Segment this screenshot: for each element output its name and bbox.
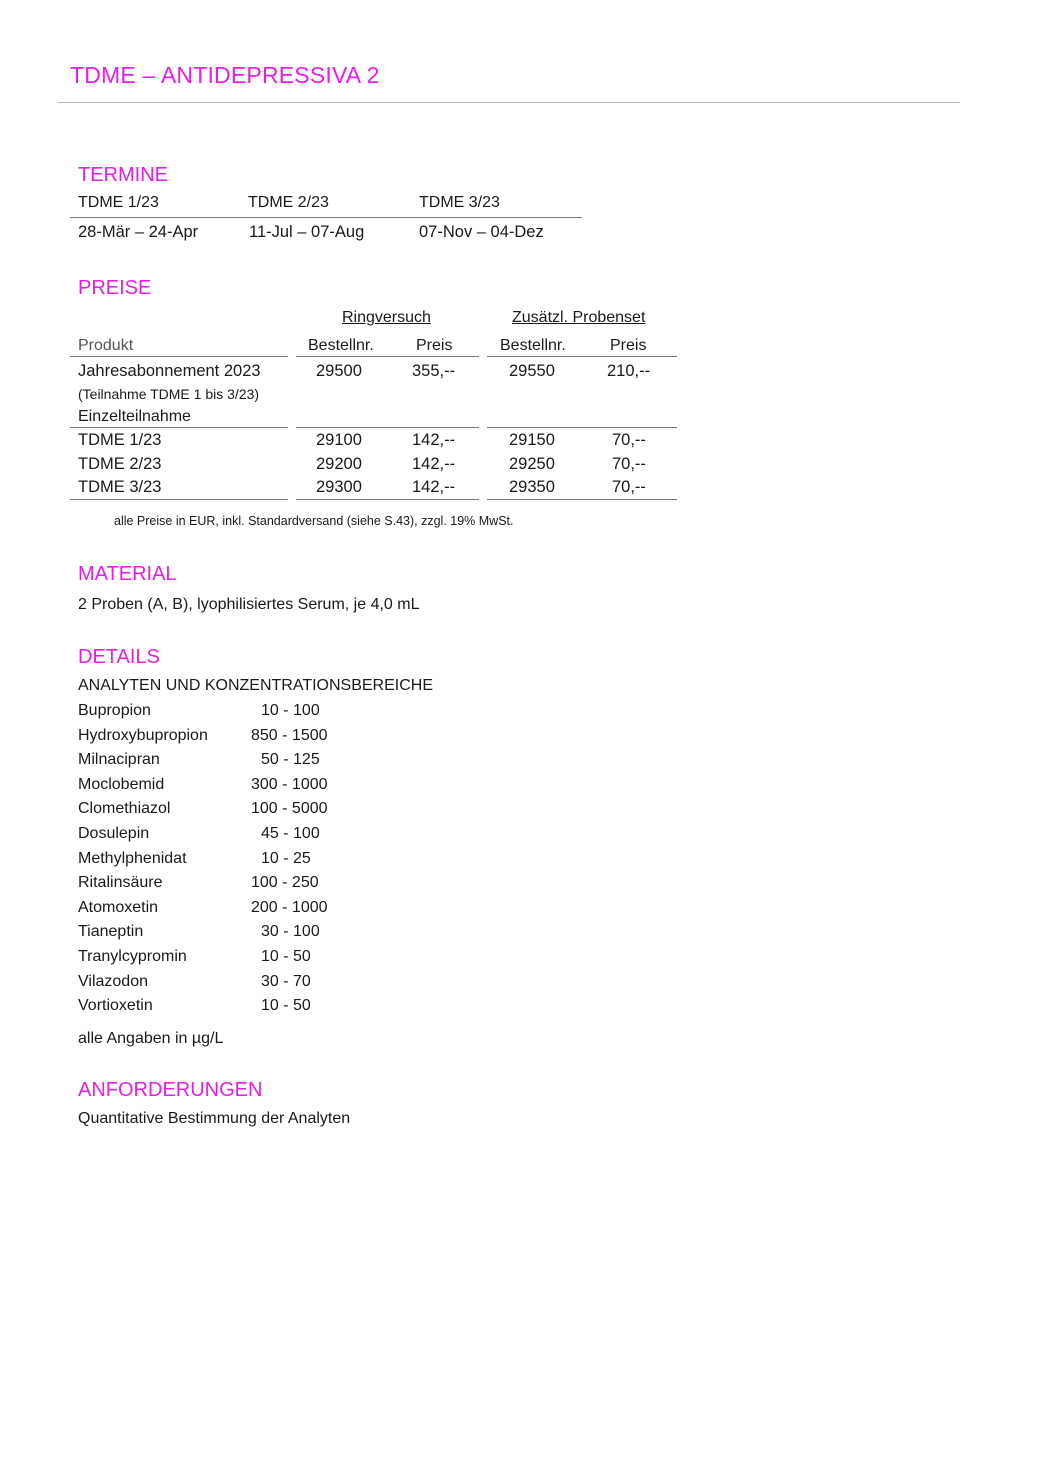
row-2-ring-nr: 29200 [316,455,362,473]
analyte-range: 200 - 1000 [251,899,328,916]
analyte-range: 10 - 50 [261,948,311,965]
header-line-set [487,356,677,357]
termine-label-3: TDME 3/23 [419,194,500,211]
analyte-name: Ritalinsäure [78,874,163,891]
abo-note: (Teilnahme TDME 1 bis 3/23) [78,386,260,402]
material-text: 2 Proben (A, B), lyophilisiertes Serum, je 4,0 mL [78,596,420,613]
analyte-range: 850 - 1500 [251,727,328,744]
analyte-name: Vilazodon [78,973,148,990]
termine-label-2: TDME 2/23 [248,194,329,211]
analyte-name: Tranylcypromin [78,948,187,965]
analyte-range: 100 - 5000 [251,800,328,817]
abo-set-nr: 29550 [509,362,555,380]
col-set-bestellnr: Bestellnr. [500,337,566,354]
termine-label-1: TDME 1/23 [78,194,159,211]
abo-set-preis: 210,-- [607,362,651,380]
analyte-name: Clomethiazol [78,800,171,817]
unit-note: alle Angaben in µg/L [78,1030,224,1047]
termine-heading: TERMINE [78,164,168,186]
page-title: TDME – ANTIDEPRESSIVA 2 [70,62,380,88]
details-heading: DETAILS [78,646,160,668]
analyte-name: Atomoxetin [78,899,159,916]
row-3-name: TDME 3/23 [78,478,162,496]
abo-ring-nr: 29500 [316,362,362,380]
einzel-label: Einzelteilnahme [78,408,191,425]
analyte-range: 50 - 125 [261,751,320,768]
anforderungen-text: Quantitative Bestimmung der Analyten [78,1110,351,1127]
analyte-name: Tianeptin [78,923,144,940]
row-1-set-nr: 29150 [509,431,555,449]
analyte-range: 30 - 70 [261,973,311,990]
bottom-line-produkt [70,499,288,500]
group-probenset: Zusätzl. Probenset [512,309,646,326]
row-1-name: TDME 1/23 [78,431,162,449]
col-set-preis: Preis [610,337,647,354]
row-1-ring-preis: 142,-- [412,431,456,449]
bottom-line-set [487,499,677,500]
preise-heading: PREISE [78,277,152,299]
col-ring-preis: Preis [416,337,453,354]
bottom-line-ring [296,499,479,500]
title-divider [58,102,960,103]
row-1-set-preis: 70,-- [612,431,646,449]
row-1-ring-nr: 29100 [316,431,362,449]
analyte-range: 30 - 100 [261,923,320,940]
details-subheading: ANALYTEN UND KONZENTRATIONSBEREICHE [78,677,434,694]
abo-name: Jahresabonnement 2023 [78,362,261,380]
anforderungen-heading: ANFORDERUNGEN [78,1079,263,1101]
row-2-set-preis: 70,-- [612,455,646,473]
termine-divider [70,217,582,218]
analyte-range: 10 - 25 [261,850,311,867]
group-ringversuch: Ringversuch [342,309,431,326]
einzel-line-set [487,427,677,428]
einzel-line-produkt [70,427,288,428]
col-ring-bestellnr: Bestellnr. [308,337,374,354]
analyte-name: Vortioxetin [78,997,153,1014]
analyte-name: Bupropion [78,702,151,719]
row-3-set-nr: 29350 [509,478,555,496]
header-line-produkt [70,356,288,357]
analyte-name: Dosulepin [78,825,150,842]
row-2-name: TDME 2/23 [78,455,162,473]
termine-dates-3: 07-Nov – 04-Dez [419,223,544,241]
material-heading: MATERIAL [78,563,177,585]
preise-footnote: alle Preise in EUR, inkl. Standardversand (siehe S.43), zzgl. 19% MwSt. [114,514,514,528]
header-line-ring [296,356,479,357]
termine-dates-1: 28-Mär – 24-Apr [78,223,199,241]
analyte-range: 10 - 100 [261,702,320,719]
analyte-range: 300 - 1000 [251,776,328,793]
row-3-ring-preis: 142,-- [412,478,456,496]
analyte-name: Moclobemid [78,776,165,793]
einzel-line-ring [296,427,479,428]
abo-ring-preis: 355,-- [412,362,456,380]
analyte-name: Methylphenidat [78,850,187,867]
row-3-ring-nr: 29300 [316,478,362,496]
termine-dates-2: 11-Jul – 07-Aug [249,223,365,241]
row-2-ring-preis: 142,-- [412,455,456,473]
col-produkt: Produkt [78,337,134,354]
row-2-set-nr: 29250 [509,455,555,473]
analyte-range: 100 - 250 [251,874,319,891]
analyte-name: Hydroxybupropion [78,727,208,744]
analyte-range: 45 - 100 [261,825,320,842]
row-3-set-preis: 70,-- [612,478,646,496]
analyte-range: 10 - 50 [261,997,311,1014]
analyte-name: Milnacipran [78,751,160,768]
